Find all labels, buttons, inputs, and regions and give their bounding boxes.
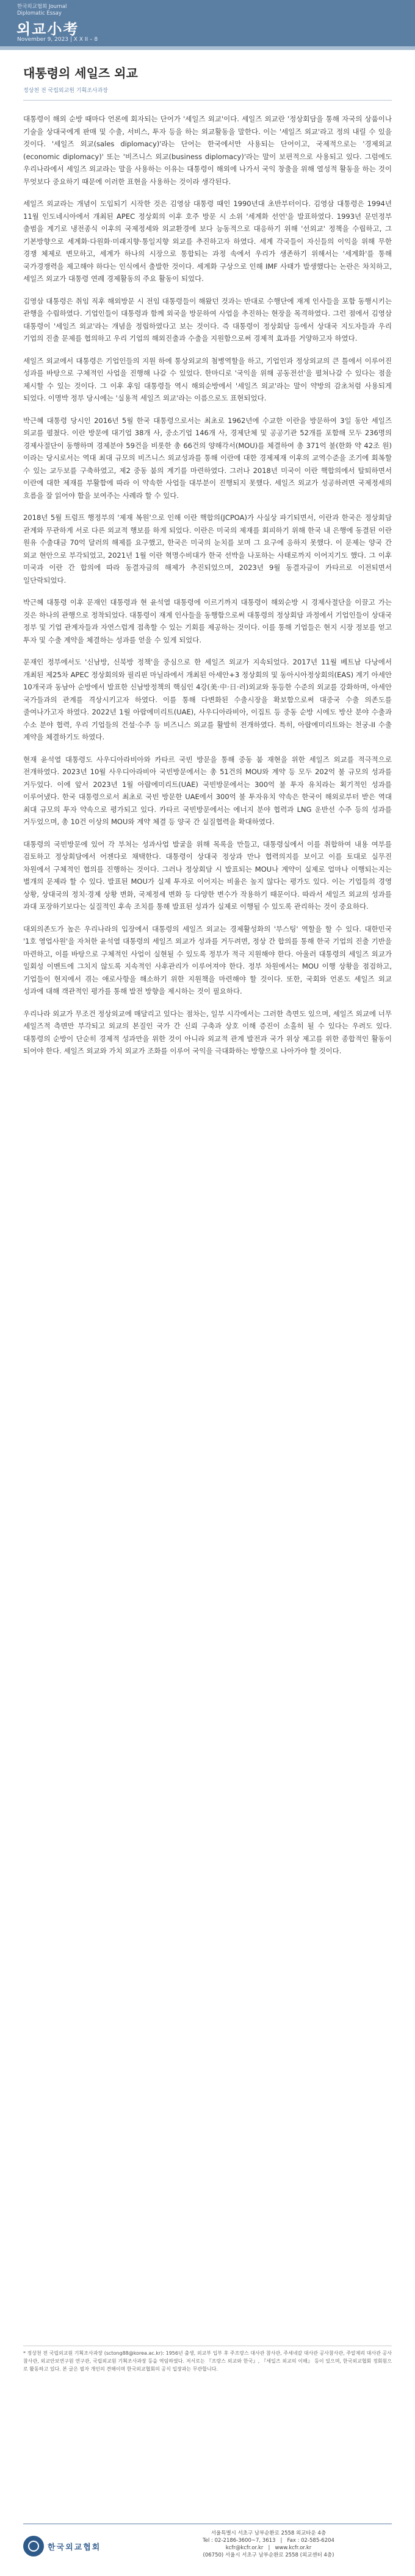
journal-name-en: Diplomatic Essay bbox=[17, 10, 62, 16]
footer-email[interactable]: kcfr@kcfr.or.kr bbox=[225, 2545, 264, 2551]
paragraph: 세일즈 외교에서 대통령은 기업인들의 지원 하에 통상외교의 첨병역할을 하고, 기업인과 정상외교의 큰 틀에서 이루어진 성과를 바탕으로 구체적인 사업을 진행해 나갈 수 있었다. 한마디로 '국익을 위해 공동전선'을 펼쳐나갈 수 있다는 점을 제시할 수 있는 것이다. 그 이후 후임 대통령들 역시 해외순방에서 '세일즈 외교'라는 말이 약방의 감초처럼 사용되게 되었다. 이명박 정부 당시에는 '실용적 세일즈 외교'라는 이름으로도 표현되었다. bbox=[23, 356, 392, 402]
paragraph: 박근혜 대통령 이후 문재인 대통령과 현 윤석열 대통령에 이르기까지 대통령이 해외순방 시 경제사절단을 이끌고 가는 것은 하나의 관행으로 정착되었다. 대통령이 재계 인사들을 동행함으로써 대통령의 정상회담 과정에서 기업인들이 상대국 정부 및 기업 관계자들과 자연스럽게 접촉할 수 있는 기회를 제공하는 것이다. 이를 통해 기업들은 현지 시장 정보를 얻고 투자 및 수출 계약을 체결하는 성과를 얻을 수 있게 되었다. bbox=[23, 598, 392, 644]
paragraph: 박근혜 대통령 당시인 2016년 5월 한국 대통령으로서는 최초로 1962년에 수교한 이란을 방문하여 3일 동안 세일즈 외교를 펼쳤다. 이란 방문에 대기업 38개 사, 중소기업 146개 사, 경제단체 및 공공기관 52개를 포함해 모두 236명의 경제사절단이 동행하며 경제분야 59건을 비롯한 총 66건의 양해각서(MOU)를 체결하여 총 371억 불(한화 약 42조 원)이라는 당시로서는 역대 최대 규모의 비즈니스 외교성과를 통해 이란에 대한 경제제재 이후의 교역수준을 조기에 회복할 수 있는 교두보를 구축하였고, 제2 중동 붐의 계기를 마련하였다. 그러나 2018년 미국이 이란 핵합의에서 탈퇴하면서 이란에 대한 제재를 부활함에 따라 이 약속한 사업들 대부분이 진행되지 못했다. 세일즈 외교가 성공하려면 국제정세의 흐름을 잘 읽어야 함을 보여주는 사례라 할 수 있다. bbox=[23, 416, 392, 500]
header-stripe bbox=[0, 46, 415, 50]
paragraph: 현재 윤석열 대통령도 사우디아라비아와 카타르 국빈 방문을 통해 중동 붐 재현을 위한 세일즈 외교를 적극적으로 전개하였다. 2023년 10월 사우디아라비아 국빈방문에서는 총 51건의 MOU와 계약 등 모두 202억 불 규모의 성과를 거두었다. 이에 앞서 2023년 1월 아랍에미리트(UAE) 국빈방문에서는 300억 불 투자 유치라는 획기적인 성과를 이루어냈다. 한국 대통령으로서 최초로 국빈 방문한 UAE에서 300억 불 투자유치 약속은 한국이 해외로부터 받은 역대 최대 규모의 투자 약속으로 평가되고 있다. 카타르 국빈방문에서는 에너지 분야 협력과 LNG 운반선 수주 등의 성과를 거두었으며, 총 10건 이상의 MOU와 계약 체결 등 양국 간 실질협력을 확대하였다. bbox=[23, 755, 392, 826]
paragraph: 우리나라 외교가 무조건 정상외교에 매달리고 있다는 점차는, 일부 시각에서는 그러한 측면도 있으며, 세일즈 외교에 너무 세일즈적 측면만 부각되고 외교의 본질인 국가 간 신뢰 구축과 상호 이해 증진이 소홀히 될 수 있다는 우려도 있다. 대통령의 순방이 단순히 경제적 성과만을 위한 것이 아니라 외교적 관계 발전과 국가 위상 제고를 위한 종합적인 활동이 되어야 한다. 세일즈 외교와 가치 외교가 조화를 이루어 국익을 극대화하는 방향으로 나아가야 할 것이다. bbox=[23, 1009, 392, 1055]
logo-emblem-icon bbox=[23, 2536, 44, 2556]
paragraph: 대통령의 국빈방문에 있어 각 부처는 성과사업 발굴을 위해 목록을 만들고, 대통령실에서 이를 취합하여 내용 여부를 검토하고 정상회담에서 어젠다로 채택한다. 대통령이 상대국 정상과 만나 협력의지를 보이고 이를 토대로 실무진 차원에서 구체적인 협의를 진행하는 것이다. 그러나 정상회담 시 발표되는 MOU나 계약이 실제로 얼마나 이행되는지는 별개의 문제라 할 수 있다. 발표된 MOU가 실제 투자로 이어지는 비율은 높지 않다는 평가도 있다. 이는 기업들의 경영 상황, 상대국의 정치·경제 상황 변화, 국제정세 변화 등 다양한 변수가 작용하기 때문이다. 따라서 세일즈 외교의 성과를 과대 포장하기보다는 실질적인 후속 조치를 통해 발표된 성과가 실제로 이행될 수 있도록 관리하는 것이 중요하다. bbox=[23, 839, 392, 911]
paragraph: 문재인 정부에서도 '신남방, 신북방 정책'을 중심으로 한 세일즈 외교가 지속되었다. 2017년 11월 베트남 다낭에서 개최된 제25차 APEC 정상회의와 필리핀 마닐라에서 개최된 아세안+3 정상회의 및 동아시아정상회의(EAS) 계기 아세안 10개국과 동남아 순방에서 발표한 신남방정책의 핵심인 4강(美·中·日·러)외교와 동등한 수준의 외교를 강화하며, 아세안 국가들과의 관계를 격상시키고자 하였다. 이를 통해 다변화된 수출시장을 확보함으로써 대중국 수출 의존도를 줄여나가고자 하였다. 2022년 1월 아랍에미리트(UAE), 사우디아라비아, 이집트 등 중동 순방 시에도 방산 분야 수출과 수소 분야 협력, 우리 기업들의 건설·수주 등 비즈니스 외교를 활발히 전개하였다. 특히, 아랍에미리트와는 천궁-II 수출 계약을 체결하기도 하였다. bbox=[23, 658, 392, 741]
footer-postal: (06750) 서울시 서초구 남부순환로 2558 (외교센터 4층) bbox=[203, 2552, 334, 2558]
paragraph: 2018년 5월 트럼프 행정부의 '제재 복원'으로 인해 이란 핵합의(JCPOA)가 사실상 파기되면서, 이란과 한국은 정상회담 관계와 무관하게 서로 다른 외교적 행보를 하게 되었다. 이란은 미국의 제재를 회피하기 위해 한국 내 은행에 동결된 이란 원유 수출대금 70억 달러의 해제를 요구했고, 한국은 미국의 눈치를 보며 그 요구에 응하지 못했다. 이 문제는 양국 간 외교 현안으로 부각되었고, 2021년 1월 이란 혁명수비대가 한국 선박을 나포하는 사태로까지 이어지기도 했다. 그 이후 미국과 이란 간 합의에 따라 동결자금의 해제가 추진되었으며, 2023년 9월 동결자금이 카타르로 이전되면서 일단락되었다. bbox=[23, 513, 392, 585]
author-footnote: * 정상천 전 국립외교원 기획조사과장 (sctong88@korea.ac.kr): 1956년 출생, 외교부 입부 후 주프랑스 대사관 참사관, 주세네갈 대사관 공사참사관, 주알제리 대사관 공사참사관, 외교안보연구원 연구관, 국립외교원 기획조사과장 등을 역임하였다. 저서로는 『프랑스 외교와 한국』, 『세일즈 외교의 이해』 등이 있으며, 한국외교협회 정회원으로 활동하고 있다. 본 글은 필자 개인의 견해이며 한국외교협회의 공식 입장과는 무관합니다. bbox=[23, 2350, 392, 2372]
article bbox=[23, 63, 392, 1067]
paragraph: 세일즈 외교라는 개념이 도입되기 시작한 것은 김영삼 대통령 때인 1990년대 초반부터이다. 김영삼 대통령은 1994년 11월 인도네시아에서 개최된 APEC 정상회의 이후 호주 방문 시 소위 '세계화 선언'을 발표하였다. 1993년 문민정부 출범을 계기로 냉전종식 이후의 국제정세와 외교환경에 보다 능동적으로 대응하기 위해 '선외교' 정책을 수립하고, 그 기본방향으로 세계화·다원화·미래지향·통일지향 외교를 추진하고자 하였다. 세계 각국들이 자신들의 이익을 위해 무한 경쟁 체제로 변모하고, 세계가 하나의 시장으로 통합되는 과정 속에서 우리가 생존하기 위해서는 '세계화'를 통해 국가경쟁력을 제고해야 하다는 인식에서 출발한 것이다. 세계화 구상으로 인해 IMF 사태가 발생했다는 논란은 차치하고, 세일즈 외교가 대통령 연례 경제활동의 주요 활동이 되었다. bbox=[23, 199, 392, 283]
magazine-header bbox=[0, 0, 415, 46]
footer-fax: Fax : 02-585-6204 bbox=[287, 2538, 334, 2544]
article-title: 대통령의 세일즈 외교 bbox=[23, 66, 138, 80]
journal-name-ko: 한국외교협회 Journal bbox=[17, 4, 67, 10]
footer-web[interactable]: www.kcfr.or.kr bbox=[275, 2545, 312, 2551]
article-author: 정상천 전 국립외교원 기획조사과장 bbox=[23, 88, 108, 94]
association-logo bbox=[23, 2535, 103, 2559]
magazine-title: 외교小考 bbox=[16, 21, 79, 38]
title-divider bbox=[23, 100, 392, 101]
journal-name bbox=[17, 4, 67, 17]
contact-info: 서울특별시 서초구 남부순환로 2558 외교타운 4층 Tel : 02-2186-3600~7, 3613 | Fax : 02-585-6204 kcfr@kcfr.or.kr | www.kcfr.or.kr (06750) 서울시 서초구 남부순환로 2558 (외교센터 4층) bbox=[146, 2530, 391, 2559]
paragraph: 대외의존도가 높은 우리나라의 입장에서 대통령의 세일즈 외교는 경제활성화의 '부스팅' 역할을 할 수 있다. 대한민국 '1호 영업사원'을 자처한 윤석열 대통령의 세일즈 외교가 성과를 거두려면, 정상 간 합의를 통해 한국 기업의 진출 기반을 마련하고, 이를 바탕으로 구체적인 사업이 실현될 수 있도록 정부가 적극 지원해야 한다. 아울러 대통령의 세일즈 외교가 일회성 이벤트에 그치지 않도록 지속적인 사후관리가 이루어져야 한다. 정부 차원에서는 MOU 이행 상황을 점검하고, 기업들이 현지에서 겪는 애로사항을 해소하기 위한 지원책을 마련해야 할 것이다. 또한, 국회와 언론도 세일즈 외교 성과에 대해 객관적인 평가를 통해 발전 방향을 제시하는 것이 필요하다. bbox=[23, 924, 392, 995]
issue-info: November 9, 2023 | X X II – 8 bbox=[17, 37, 98, 43]
logo-text: 한국외교협회 bbox=[48, 2543, 101, 2552]
paragraph: 김영삼 대통령은 취임 직후 해외방문 시 전임 대통령들이 해왔던 것과는 반대로 수행단에 재계 인사들을 포함 동행시키는 관행을 수립하였다. 기업인들이 대통령과 함께 외국을 방문하여 사업을 추진하는 현장을 목격하였다. 그런 점에서 김영삼 대통령이 '세일즈 외교'라는 개념을 정립하였다고 보는 것이다. 즉 대통령이 정상회담 등에서 상대국 지도자들과 우리 기업의 진출 문제를 협의하고 우리 기업의 해외진출과 수출을 지원함으로써 경제적 효과를 거양하고자 하였다. bbox=[23, 296, 392, 343]
paragraph: 대통령이 해외 순방 때마다 언론에 회자되는 단어가 '세일즈 외교'이다. 세일즈 외교란 '정상회담을 통해 자국의 상품이나 기술을 상대국에게 판매 및 수출, 서비스, 투자 등을 하는 외교활동을 말한다. 이는 '세일즈 외교'라고 정의 내릴 수 있을 것이다. '세일즈 외교(sales diplomacy)'라는 단어는 한국에서만 사용되는 단어이고, 국제적으로는 '경제외교(economic diplomacy)' 또는 '비즈니스 외교(business diplomacy)'라는 말이 보편적으로 사용되고 있다. 그럼에도 우리나라에서 세일즈 외교라는 말을 사용하는 이유는 대통령이 해외에 나가서 국익 창출을 위해 열성적 활동을 하는 것이 무엇보다 중요하기 때문에 이러한 표현을 사용하는 것이라 생각된다. bbox=[23, 115, 392, 186]
footer-tel: Tel : 02-2186-3600~7, 3613 bbox=[203, 2538, 276, 2544]
footer-address: 서울특별시 서초구 남부순환로 2558 외교타운 4층 bbox=[211, 2530, 327, 2536]
footer bbox=[0, 2524, 415, 2576]
